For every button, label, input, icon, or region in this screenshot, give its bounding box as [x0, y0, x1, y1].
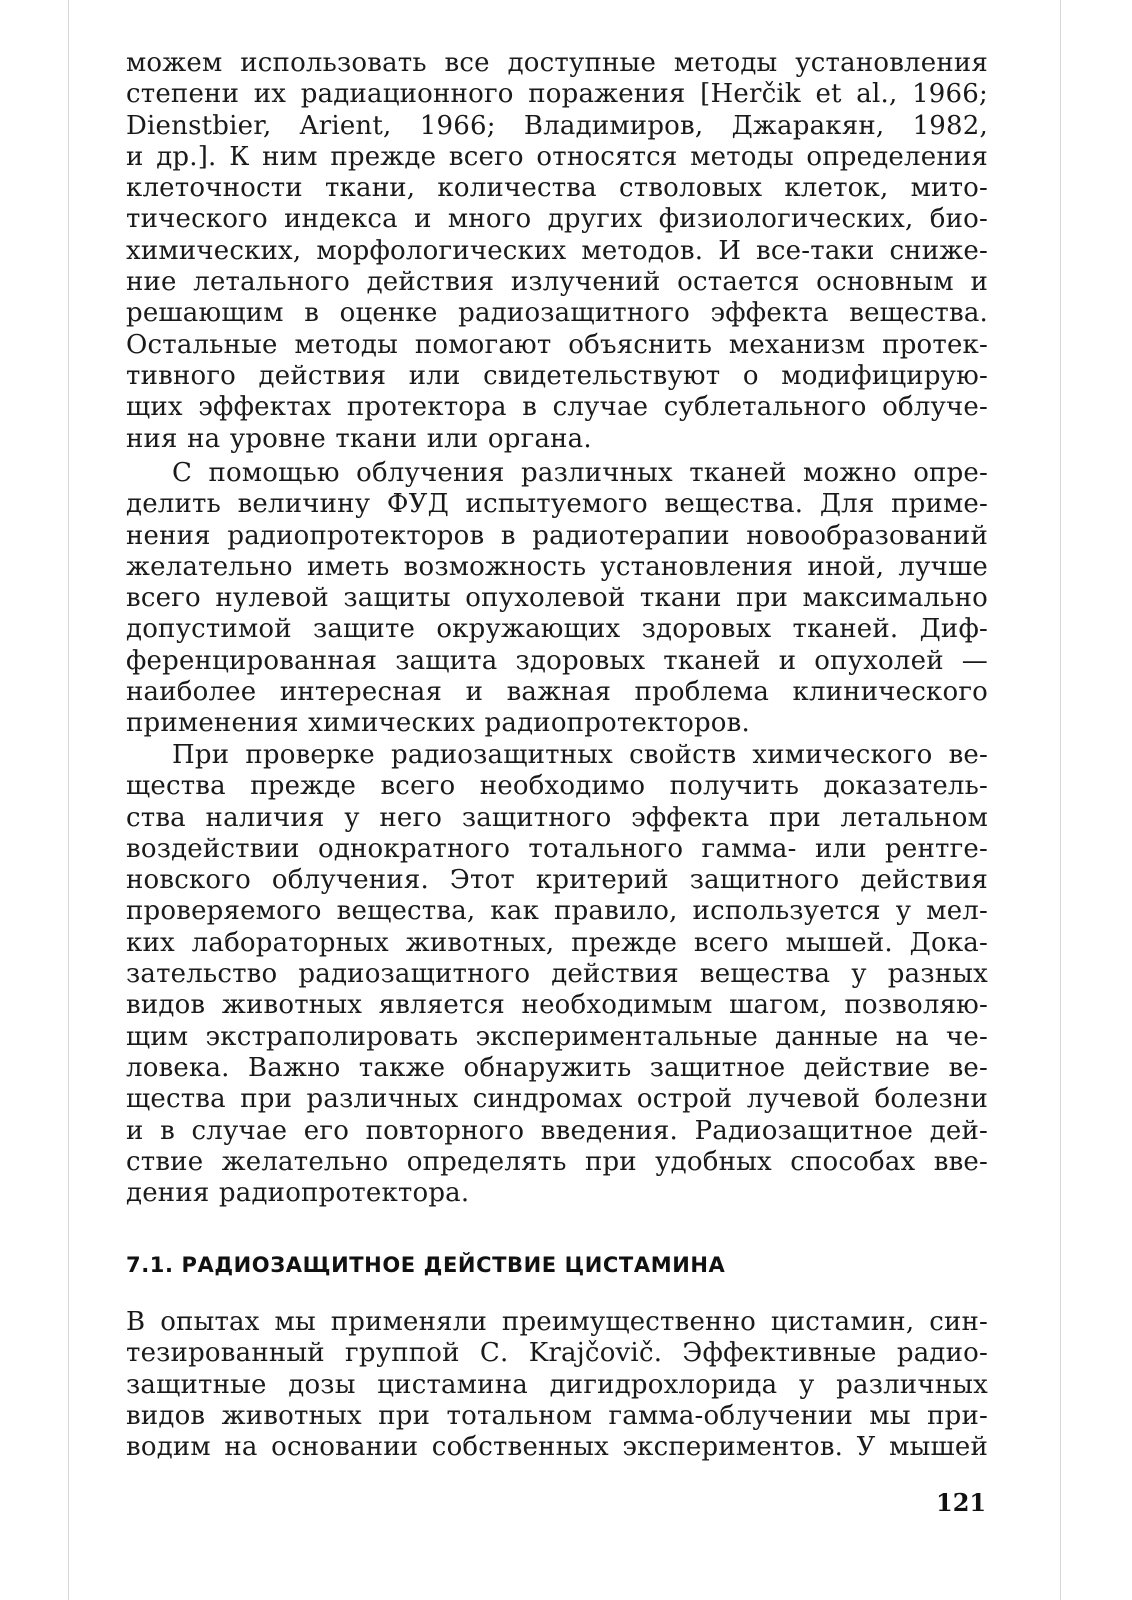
- paragraph-1: [126, 48, 988, 455]
- text-line: защитные дозы цистамина дигидрохлорида у различных: [126, 1369, 988, 1400]
- text-line: ференцированная защита здоровых тканей и опухолей —: [126, 645, 988, 676]
- text-line: Остальные методы помогают объяснить механизм протек-: [126, 329, 988, 360]
- text-line: решающим в оценке радиозащитного эффекта вещества.: [126, 298, 988, 329]
- text-line: нения радиопротекторов в радиотерапии новообразований: [126, 520, 988, 551]
- paragraph-3: [126, 740, 988, 1209]
- text-line: При проверке радиозащитных свойств химического ве-: [172, 740, 988, 770]
- text-line: ких лабораторных животных, прежде всего мышей. Дока-: [126, 927, 988, 958]
- text-line: щества при различных синдромах острой лучевой болезни: [126, 1084, 988, 1115]
- text-line: проверяемого вещества, как правило, используется у мел-: [126, 896, 988, 927]
- text-line: С помощью облучения различных тканей можно опре-: [172, 458, 988, 488]
- text-line: видов животных при тотальном гамма-облучении мы при-: [126, 1400, 988, 1431]
- text-line: воздействии однократного тотального гамма- или рентге-: [126, 833, 988, 864]
- text-line: ства наличия у него защитного эффекта при летальном: [126, 802, 988, 833]
- text-line: степени их радиационного поражения [Herčik et al., 1966;: [126, 79, 988, 110]
- page-left-edge: [68, 0, 69, 1600]
- page-number: 121: [936, 1488, 987, 1517]
- text-line: водим на основании собственных экспериментов. У мышей: [126, 1432, 988, 1463]
- text-line: ловека. Важно также обнаружить защитное действие ве-: [126, 1052, 988, 1083]
- text-line: можем использовать все доступные методы установления: [126, 48, 988, 78]
- section-heading: 7.1. РАДИОЗАЩИТНОЕ ДЕЙСТВИЕ ЦИСТАМИНА: [126, 1253, 726, 1277]
- text-line: ния на уровне ткани или органа.: [126, 423, 592, 454]
- text-line: дения радиопротектора.: [126, 1178, 470, 1209]
- text-line: ние летального действия излучений остается основным и: [126, 267, 988, 298]
- paragraph-1-text: [126, 48, 988, 455]
- text-line: щих эффектах протектора в случае сублетального облуче-: [126, 392, 988, 423]
- text-line: желательно иметь возможность установления иной, лучше: [126, 551, 988, 582]
- text-line: химических, морфологических методов. И все-таки сниже-: [126, 235, 988, 266]
- text-line: тезированный группой С. Krajčovič. Эффективные радио-: [126, 1338, 988, 1369]
- text-line: наиболее интересная и важная проблема клинического: [126, 677, 988, 708]
- paragraph-4: [126, 1307, 988, 1463]
- text-line: ствие желательно определять при удобных способах вве-: [126, 1146, 988, 1177]
- text-line: щим экстраполировать экспериментальные данные на че-: [126, 1021, 988, 1052]
- text-line: и в случае его повторного введения. Радиозащитное дей-: [126, 1115, 988, 1146]
- text-line: клеточности ткани, количества стволовых клеток, мито-: [126, 173, 988, 204]
- text-line: Dienstbier, Arient, 1966; Владимиров, Джаракян, 1982,: [126, 110, 988, 141]
- text-line: зательство радиозащитного действия вещества у разных: [126, 959, 988, 990]
- page-right-edge: [1060, 0, 1061, 1600]
- text-line: видов животных является необходимым шагом, позволяю-: [126, 990, 988, 1021]
- text-line: В опытах мы применяли преимущественно цистамин, син-: [126, 1307, 988, 1337]
- paragraph-2-text: [126, 458, 988, 740]
- text-line: новского облучения. Этот критерий защитного действия: [126, 865, 988, 896]
- paragraph-4-text: [126, 1307, 988, 1463]
- text-line: тического индекса и много других физиологических, био-: [126, 204, 988, 235]
- text-line: делить величину ФУД испытуемого вещества. Для приме-: [126, 489, 988, 520]
- paragraph-2: [126, 458, 988, 740]
- text-line: допустимой защите окружающих здоровых тканей. Диф-: [126, 614, 988, 645]
- text-line: всего нулевой защиты опухолевой ткани при максимально: [126, 583, 988, 614]
- text-line: и др.]. К ним прежде всего относятся методы определения: [126, 141, 988, 172]
- text-line: применения химических радиопротекторов.: [126, 708, 750, 739]
- paragraph-3-text: [126, 740, 988, 1209]
- text-line: щества прежде всего необходимо получить доказатель-: [126, 771, 988, 802]
- text-line: тивного действия или свидетельствуют о модифицирую-: [126, 360, 988, 391]
